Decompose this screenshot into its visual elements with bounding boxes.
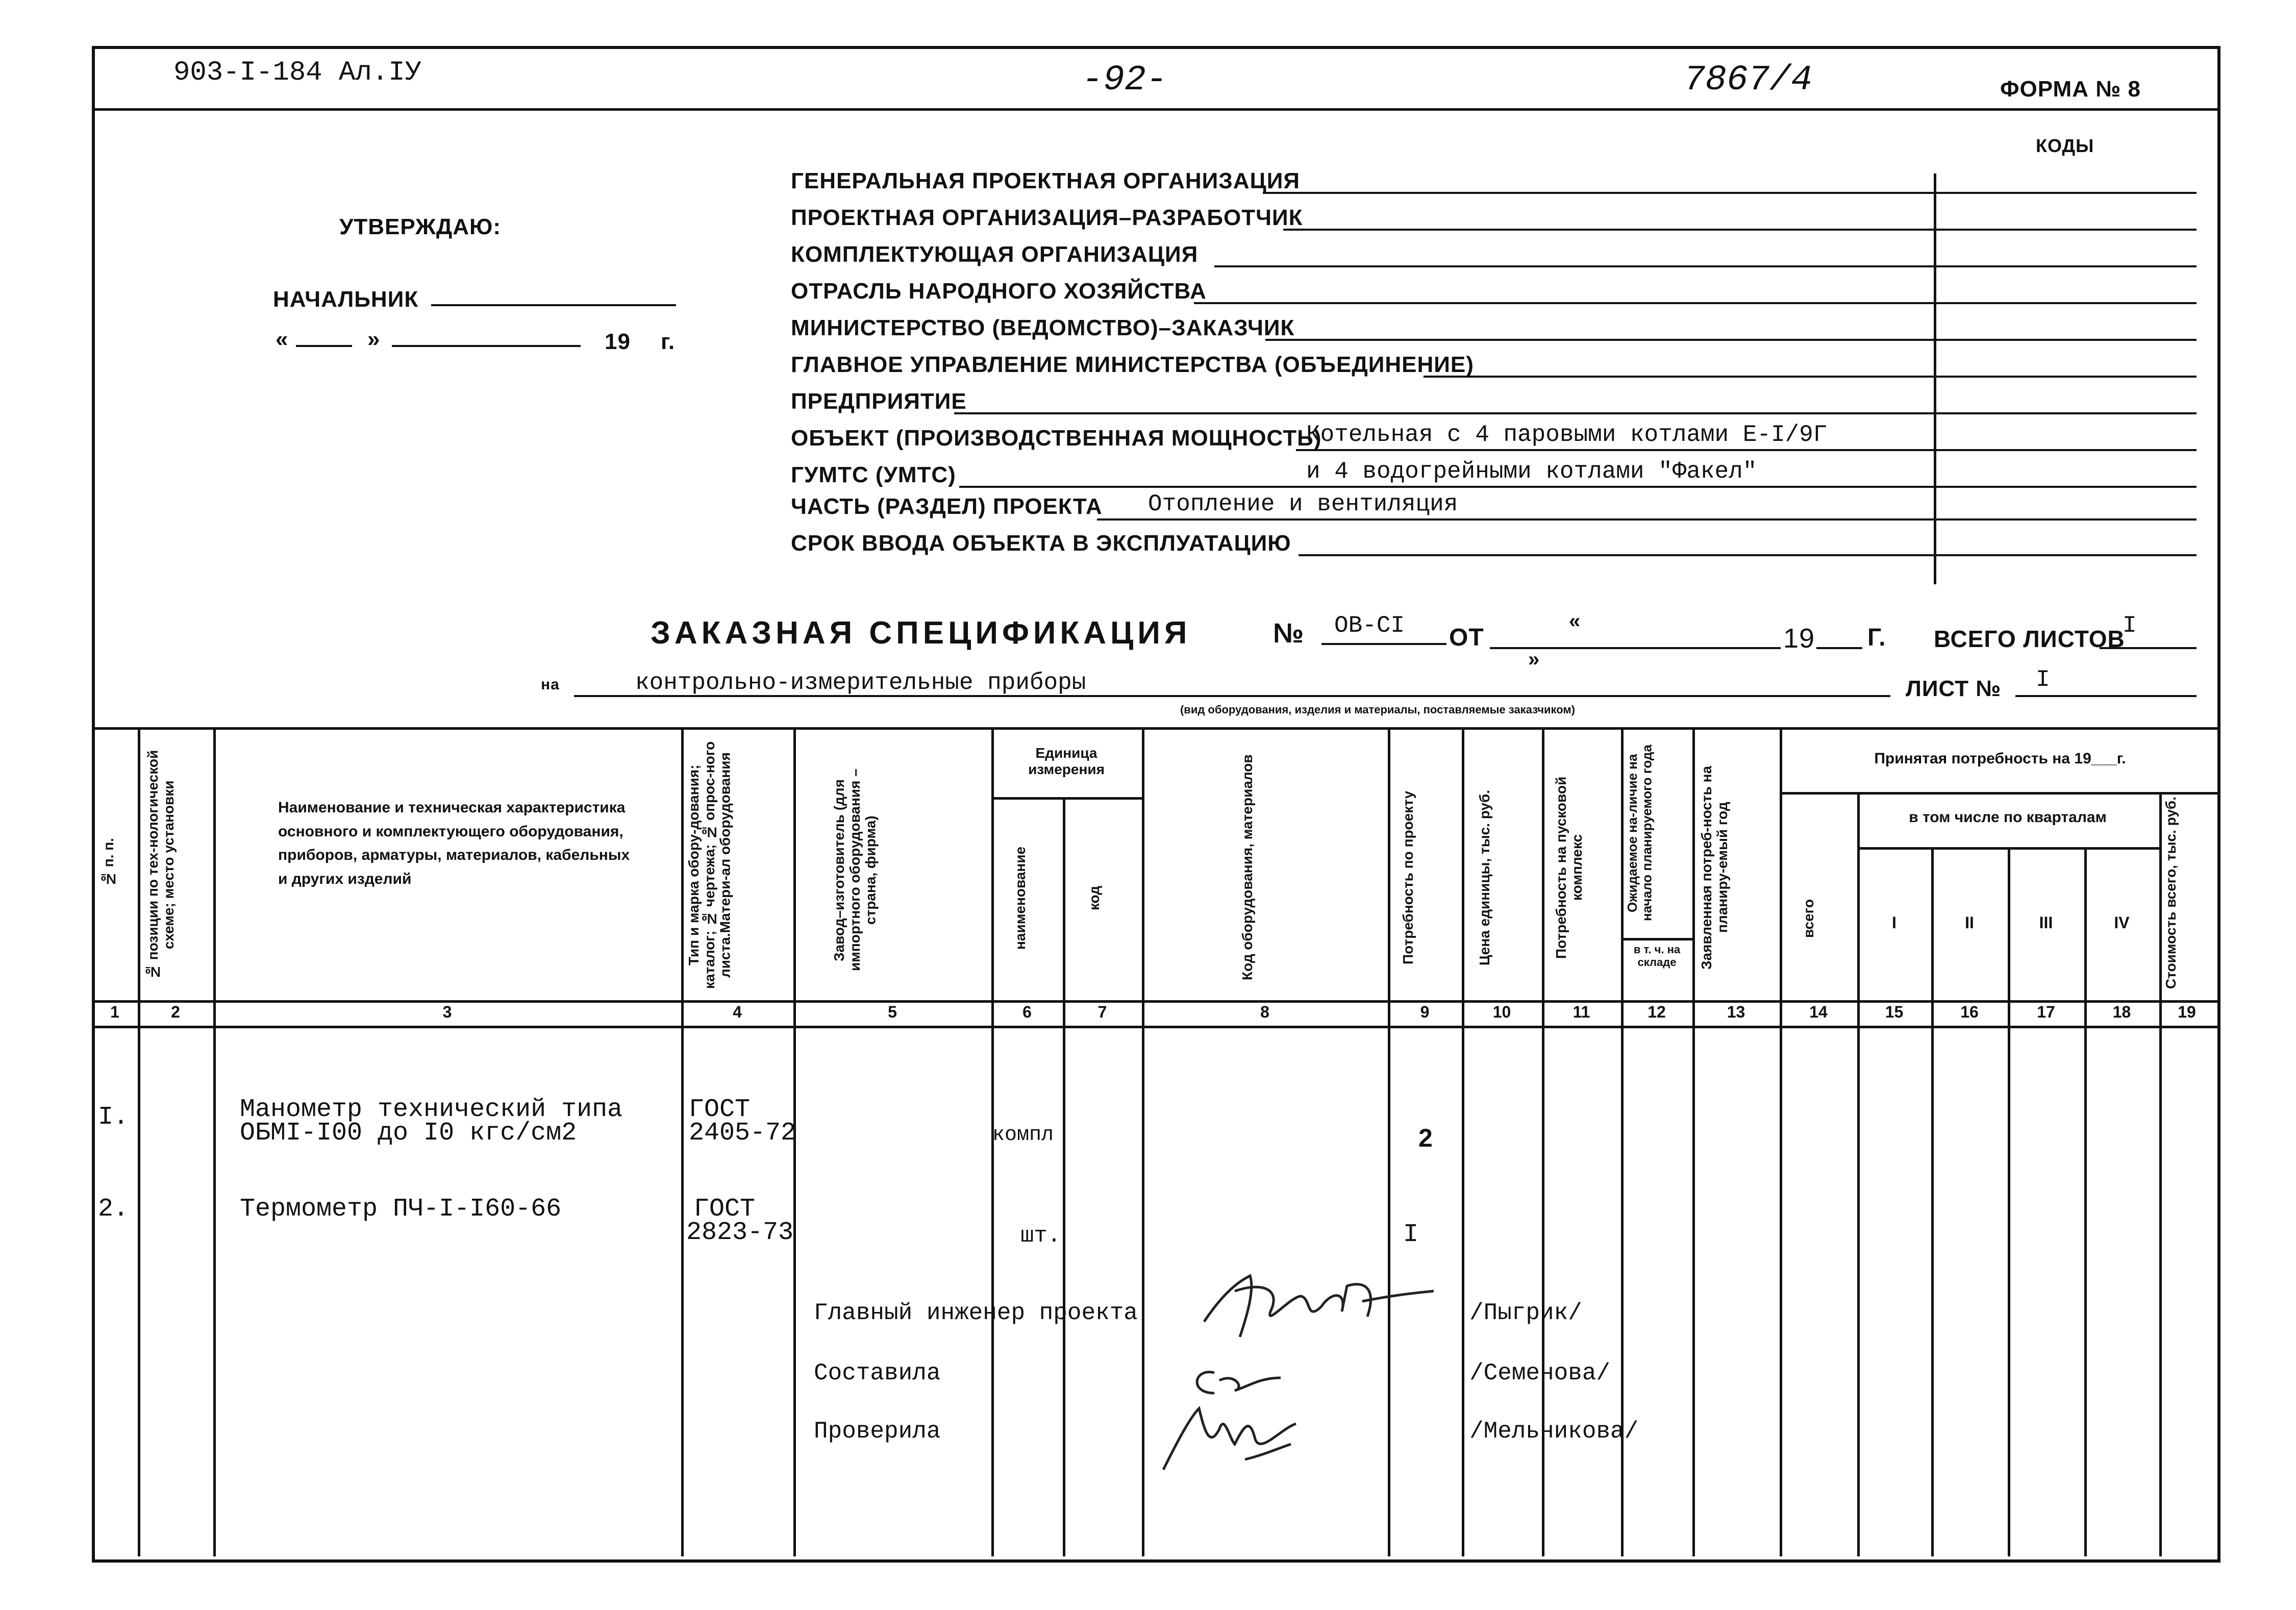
org-line-underline xyxy=(1299,554,2197,556)
unit-group-line xyxy=(991,797,1142,800)
col-border xyxy=(2159,792,2162,1556)
org-line-label: СРОК ВВОДА ОБЪЕКТА В ЭКСПЛУАТАЦИЮ xyxy=(791,531,1291,556)
col-number: 8 xyxy=(1260,1003,1269,1021)
spec-sheets-value: I xyxy=(2123,612,2137,639)
col-header-number: № п. п. xyxy=(101,838,116,887)
col-number: 16 xyxy=(1960,1003,1979,1021)
spec-on-line xyxy=(574,695,1890,697)
spec-year-line xyxy=(1816,647,1862,649)
org-line-label: ОБЪЕКТ (ПРОИЗВОДСТВЕННАЯ МОЩНОСТЬ) xyxy=(791,426,1322,451)
col-number: 1 xyxy=(110,1003,119,1021)
signature-role: Составила xyxy=(814,1360,941,1386)
spec-sheets-line xyxy=(2100,647,2197,649)
approval-title: УТВЕРЖДАЮ: xyxy=(339,214,502,239)
col-number: 10 xyxy=(1492,1003,1511,1021)
col-header-name: Наименование и техническая характеристика основного и комплектующего оборудования, приборов, арматуры, материалов, кабельных и других изделий xyxy=(278,799,630,887)
col-number: 5 xyxy=(888,1003,897,1021)
col-border xyxy=(1692,727,1695,1556)
col-number: 12 xyxy=(1648,1003,1666,1021)
org-line-underline xyxy=(1194,302,2197,304)
org-line-underline xyxy=(959,486,2197,488)
col-header-q3: III xyxy=(2039,913,2053,932)
col-number: 13 xyxy=(1727,1003,1745,1021)
col-number: 17 xyxy=(2037,1003,2055,1021)
col-header-q2: II xyxy=(1965,913,1974,932)
col-border xyxy=(138,727,140,1556)
col-header-unit-code: код xyxy=(1086,885,1102,911)
col-border xyxy=(681,727,684,1556)
object-value-continued: и 4 водогрейными котлами "Факел" xyxy=(1306,458,1757,485)
col-header-position: № позиции по тех-нологической схеме; место установки xyxy=(145,750,177,980)
row-type: 2405-72 xyxy=(689,1119,796,1148)
col-border xyxy=(1142,727,1144,1556)
row-number: 2. xyxy=(98,1195,129,1224)
col-header-q1: I xyxy=(1892,913,1896,932)
spec-sheets-label: ВСЕГО ЛИСТОВ xyxy=(1934,626,2125,652)
col-header-q4: IV xyxy=(2114,913,2130,932)
org-line-label: ЧАСТЬ (РАЗДЕЛ) ПРОЕКТА xyxy=(791,494,1103,519)
row-type: ГОСТ xyxy=(694,1195,756,1224)
col-header-accepted: Принятая потребность на 19___г. xyxy=(1874,750,2126,767)
col-border xyxy=(1780,727,1782,1556)
col-border xyxy=(1931,847,1934,1556)
row-unit: компл xyxy=(992,1124,1054,1147)
col-number: 7 xyxy=(1097,1003,1107,1021)
date-day-line xyxy=(296,345,352,347)
spec-title: ЗАКАЗНАЯ СПЕЦИФИКАЦИЯ xyxy=(651,615,1191,651)
row-quantity: I xyxy=(1403,1220,1419,1249)
col-number: 11 xyxy=(1573,1003,1590,1021)
form-number: ФОРМА № 8 xyxy=(2000,77,2141,102)
col-header-claimed: Заявленная потреб-ность на планиру-емый год xyxy=(1699,765,1730,970)
signature-name: /Семенова/ xyxy=(1469,1360,1611,1386)
col-header-quarters: в том числе по кварталам xyxy=(1909,809,2107,826)
org-line-underline xyxy=(1263,192,2197,194)
row-type: 2823-73 xyxy=(686,1218,794,1247)
project-part-value: Отопление и вентиляция xyxy=(1148,491,1458,517)
col-border xyxy=(213,727,216,1556)
handwritten-signature-icon xyxy=(1153,1398,1306,1480)
col-header-total: всего xyxy=(1801,899,1816,938)
spec-from-label: ОТ xyxy=(1449,624,1484,651)
page-number: -92- xyxy=(1082,60,1168,101)
object-value: Котельная с 4 паровыми котлами Е-I/9Г xyxy=(1306,422,1828,448)
org-line-label: ПРОЕКТНАЯ ОРГАНИЗАЦИЯ–РАЗРАБОТЧИК xyxy=(791,205,1303,230)
approval-date-close: » xyxy=(367,327,381,352)
org-line-underline xyxy=(1265,339,2197,341)
table-numbers-bottom-line xyxy=(92,1026,2217,1028)
spec-quote-close: » xyxy=(1528,648,1540,671)
col-header-launch: Потребность на пусковой комплекс xyxy=(1553,776,1585,959)
col-number: 2 xyxy=(171,1003,180,1021)
col-border xyxy=(1063,797,1065,1556)
org-line-underline xyxy=(1283,229,2197,231)
col-header-cost: Стоимость всего, тыс. руб. xyxy=(2163,797,2179,989)
org-line-label: ГЕНЕРАЛЬНАЯ ПРОЕКТНАЯ ОРГАНИЗАЦИЯ xyxy=(791,168,1300,193)
col-border xyxy=(2084,847,2087,1556)
org-line-label: МИНИСТЕРСТВО (ВЕДОМСТВО)–ЗАКАЗЧИК xyxy=(791,315,1295,340)
table-top-line xyxy=(92,727,2217,730)
signature-name: /Мельникова/ xyxy=(1469,1418,1639,1445)
col-number: 9 xyxy=(1420,1003,1430,1021)
org-line-underline xyxy=(954,412,2197,414)
spec-sheet-label: ЛИСТ № xyxy=(1906,676,2002,701)
col-number: 18 xyxy=(2112,1003,2131,1021)
codes-label: КОДЫ xyxy=(2036,135,2094,156)
row-name: Манометр технический типа xyxy=(240,1095,623,1124)
spec-note: (вид оборудования, изделия и материалы, поставляемые заказчиком) xyxy=(1180,703,1575,716)
col-header-expected: Ожидаемое на-личие на начало планируемого года xyxy=(1625,745,1655,922)
approval-year: 19 xyxy=(605,329,631,354)
col-number: 3 xyxy=(442,1003,452,1021)
approval-date-open: « xyxy=(276,327,289,352)
org-line-label: КОМПЛЕКТУЮЩАЯ ОРГАНИЗАЦИЯ xyxy=(791,242,1199,267)
signature-role: Проверила xyxy=(814,1418,941,1445)
col-number: 19 xyxy=(2178,1003,2196,1021)
spec-on-label: на xyxy=(541,676,560,693)
row-number: I. xyxy=(98,1103,129,1132)
col-header-price: Цена единицы, тыс. руб. xyxy=(1477,789,1492,966)
col-header-type: Тип и марка обору-дования; каталог; № чертежа; № опрос-ного листа.Матери-ал оборудования xyxy=(686,741,733,989)
org-line-underline xyxy=(1097,518,2197,521)
col-border xyxy=(2008,847,2010,1556)
col-border xyxy=(1462,727,1464,1556)
row-name: ОБМI-I00 до I0 кгс/см2 xyxy=(240,1119,577,1148)
spec-sheet-value: I xyxy=(2036,666,2050,693)
codes-divider xyxy=(1934,174,1936,584)
spec-year-suffix: Г. xyxy=(1867,624,1886,651)
col-header-demand: Потребность по проекту xyxy=(1400,790,1416,965)
date-month-line xyxy=(392,345,581,347)
col-number: 14 xyxy=(1809,1003,1828,1021)
spec-number-line xyxy=(1321,643,1446,645)
col-header-manufacturer: Завод–изготовитель (для импортного оборудования –страна, фирма) xyxy=(831,769,879,972)
col-number: 6 xyxy=(1022,1003,1032,1021)
handwritten-signature-icon xyxy=(1194,1260,1439,1347)
row-quantity: 2 xyxy=(1418,1124,1433,1152)
org-line-label: ГУМТС (УМТС) xyxy=(791,462,956,487)
col-header-stock: в т. ч. на складе xyxy=(1633,943,1681,969)
chief-signature-line xyxy=(431,304,676,306)
spec-number-label: № xyxy=(1273,618,1305,649)
org-line-label: ОТРАСЛЬ НАРОДНОГО ХОЗЯЙСТВА xyxy=(791,279,1207,304)
row-unit: шт. xyxy=(1020,1223,1061,1249)
spec-quote-open: « xyxy=(1569,610,1581,632)
signature-role: Главный инженер проекта xyxy=(814,1300,1138,1326)
header-divider xyxy=(92,108,2217,111)
project-code: 903-I-184 Ал.IУ xyxy=(173,57,422,88)
signature-name: /Пыгрик/ xyxy=(1469,1300,1582,1326)
approval-year-suffix: г. xyxy=(661,329,676,354)
spec-on-value: контрольно-измерительные приборы xyxy=(635,670,1086,696)
col-number: 4 xyxy=(733,1003,742,1021)
spec-year: 19 xyxy=(1783,623,1815,654)
col-number: 15 xyxy=(1885,1003,1904,1021)
org-line-label: ГЛАВНОЕ УПРАВЛЕНИЕ МИНИСТЕРСТВА (ОБЪЕДИНЕНИЕ) xyxy=(791,352,1474,377)
spec-number-value: ОВ-СI xyxy=(1334,612,1405,639)
col-header-unit-group: Единица измерения xyxy=(1028,745,1105,778)
org-line-underline xyxy=(1424,376,2197,378)
stock-line xyxy=(1621,938,1692,940)
org-line-underline xyxy=(1214,265,2197,267)
col-header-equipment-code: Код оборудования, материалов xyxy=(1239,754,1255,981)
row-type: ГОСТ xyxy=(689,1095,751,1124)
row-name: Термометр ПЧ-I-I60-66 xyxy=(240,1195,562,1224)
approval-chief: НАЧАЛЬНИК xyxy=(273,287,419,312)
accepted-line xyxy=(1780,792,2217,795)
spec-sheet-line xyxy=(2015,695,2197,697)
org-line-label: ПРЕДПРИЯТИЕ xyxy=(791,389,967,414)
col-border xyxy=(1388,727,1390,1556)
col-border xyxy=(1857,792,1860,1556)
col-header-unit-name: наименование xyxy=(1012,846,1028,950)
document-number: 7867/4 xyxy=(1684,60,1813,101)
org-line-underline xyxy=(1296,449,2197,451)
